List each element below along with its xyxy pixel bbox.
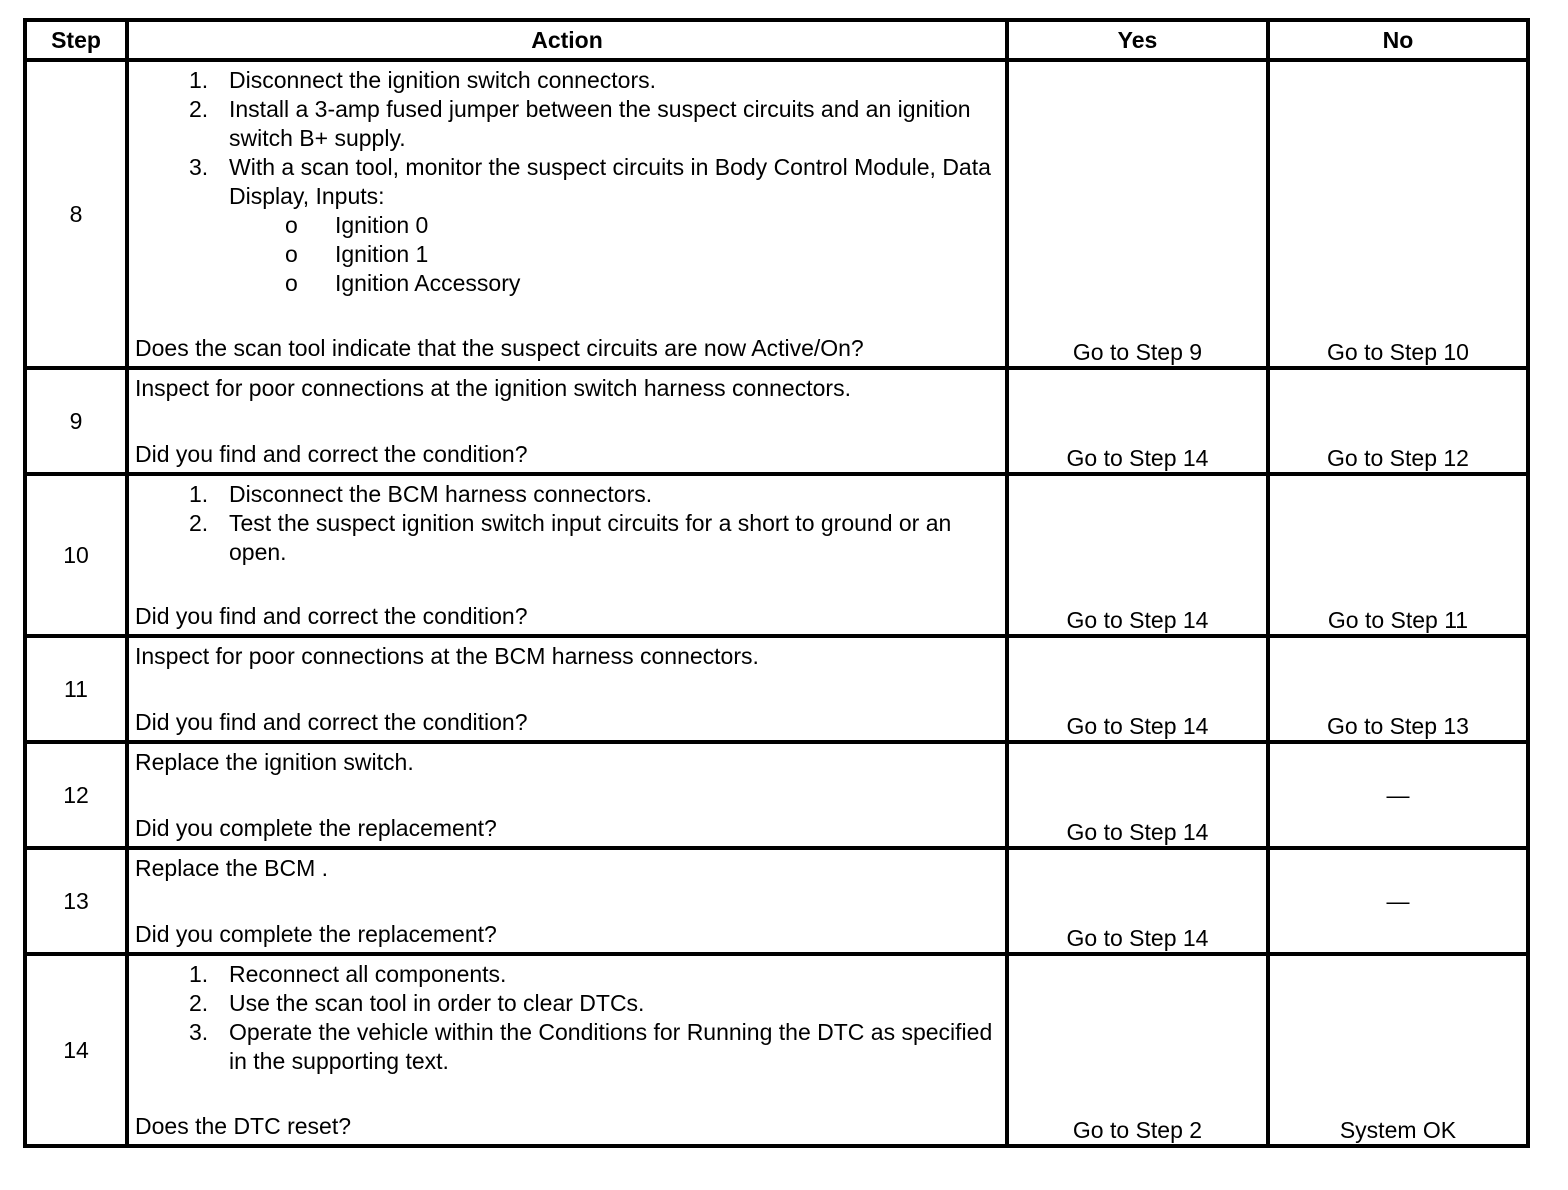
no-result: Go to Step 12 xyxy=(1268,368,1528,474)
no-result: — xyxy=(1268,742,1528,848)
question-text: Does the DTC reset? xyxy=(135,1113,352,1139)
header-step: Step xyxy=(25,20,127,60)
yes-result: Go to Step 14 xyxy=(1007,742,1268,848)
instruction-list xyxy=(129,62,1005,298)
action-cell xyxy=(127,848,1007,954)
sub-list-item: o Ignition 0 xyxy=(235,211,1005,240)
list-item: 2. Use the scan tool in order to clear DTCs. xyxy=(189,990,645,1016)
action-cell xyxy=(127,742,1007,848)
table-row xyxy=(25,60,1528,368)
step-number: 13 xyxy=(25,848,127,954)
yes-result: Go to Step 9 xyxy=(1007,60,1268,368)
table-row xyxy=(25,474,1528,636)
circle-bullet-icon: o xyxy=(285,270,298,296)
yes-result: Go to Step 14 xyxy=(1007,474,1268,636)
action-cell xyxy=(127,60,1007,368)
table-row xyxy=(25,742,1528,848)
no-result: Go to Step 10 xyxy=(1268,60,1528,368)
table-row xyxy=(25,954,1528,1146)
list-item: 1. Disconnect the ignition switch connectors. xyxy=(189,67,656,93)
instruction-text: Replace the BCM . xyxy=(135,855,329,881)
sub-list-item: o Ignition 1 xyxy=(235,240,1005,269)
step-number: 12 xyxy=(25,742,127,848)
no-result: Go to Step 13 xyxy=(1268,636,1528,742)
yes-result: Go to Step 14 xyxy=(1007,368,1268,474)
yes-result: Go to Step 14 xyxy=(1007,848,1268,954)
instruction-list xyxy=(129,476,1005,567)
step-number: 9 xyxy=(25,368,127,474)
header-yes: Yes xyxy=(1007,20,1268,60)
list-item: 2. Install a 3-amp fused jumper between the suspect circuits and an ignition switch B+ supply. xyxy=(189,96,971,151)
circle-bullet-icon: o xyxy=(285,212,298,238)
instruction-text: Inspect for poor connections at the BCM harness connectors. xyxy=(135,643,759,669)
step-number: 10 xyxy=(25,474,127,636)
circle-bullet-icon: o xyxy=(285,241,298,267)
instruction-list xyxy=(129,956,1005,1076)
diagnostic-table xyxy=(23,18,1530,1148)
question-text: Did you find and correct the condition? xyxy=(135,603,528,629)
list-item: 3. With a scan tool, monitor the suspect circuits in Body Control Module, Data Display, Inputs: xyxy=(189,154,991,209)
action-cell xyxy=(127,474,1007,636)
table-row xyxy=(25,848,1528,954)
question-text: Does the scan tool indicate that the suspect circuits are now Active/On? xyxy=(135,335,864,361)
list-item: 3. Operate the vehicle within the Conditions for Running the DTC as specified in the supporting text. xyxy=(189,1019,993,1074)
step-number: 8 xyxy=(25,60,127,368)
instruction-text: Replace the ignition switch. xyxy=(135,749,414,775)
no-result: — xyxy=(1268,848,1528,954)
yes-result: Go to Step 2 xyxy=(1007,954,1268,1146)
step-number: 11 xyxy=(25,636,127,742)
list-item: 2. Test the suspect ignition switch input circuits for a short to ground or an open. xyxy=(189,510,952,565)
sub-list-item: o Ignition Accessory xyxy=(235,269,1005,298)
action-cell xyxy=(127,636,1007,742)
list-item: 1. Reconnect all components. xyxy=(189,961,507,987)
table-row xyxy=(25,368,1528,474)
header-no: No xyxy=(1268,20,1528,60)
header-action: Action xyxy=(127,20,1007,60)
instruction-text: Inspect for poor connections at the ignition switch harness connectors. xyxy=(135,375,851,401)
table-row xyxy=(25,636,1528,742)
question-text: Did you complete the replacement? xyxy=(135,921,497,947)
action-cell xyxy=(127,368,1007,474)
action-cell xyxy=(127,954,1007,1146)
no-result: Go to Step 11 xyxy=(1268,474,1528,636)
question-text: Did you complete the replacement? xyxy=(135,815,497,841)
question-text: Did you find and correct the condition? xyxy=(135,441,528,467)
question-text: Did you find and correct the condition? xyxy=(135,709,528,735)
no-result: System OK xyxy=(1268,954,1528,1146)
step-number: 14 xyxy=(25,954,127,1146)
header-row xyxy=(25,20,1528,60)
yes-result: Go to Step 14 xyxy=(1007,636,1268,742)
list-item: 1. Disconnect the BCM harness connectors. xyxy=(189,481,653,507)
